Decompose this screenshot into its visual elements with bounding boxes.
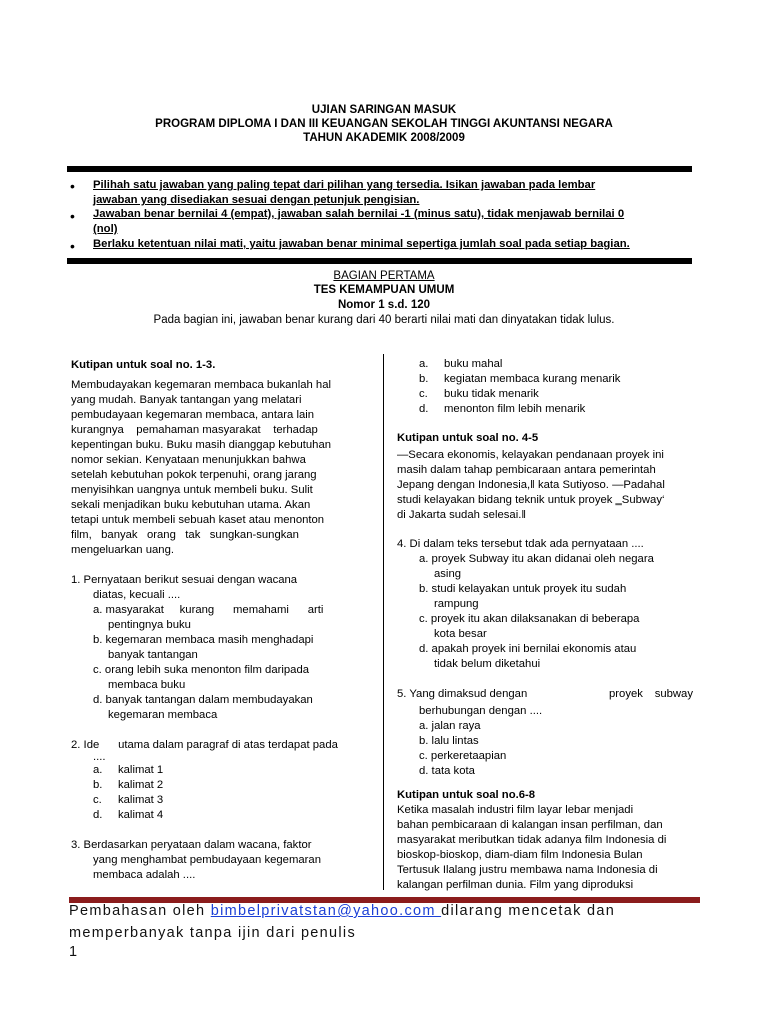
question-3-stem-cont: membaca adalah .... — [93, 869, 196, 881]
option-text: buku mahal — [444, 358, 503, 370]
question-5 — [397, 687, 693, 779]
passage-line: kurangnya pemahaman masyarakat terhadap — [71, 424, 318, 436]
instruction-2-line2: (nol) — [93, 223, 118, 235]
bullet-icon: • — [70, 208, 75, 224]
top-rule — [67, 166, 692, 172]
column-divider — [383, 354, 384, 890]
footer-line-2: memperbanyak tanpa ijin dari penulis — [69, 925, 356, 941]
instruction-2-line1: Jawaban benar bernilai 4 (empat), jawaban salah bernilai -1 (minus satu), tidak menjawab bernilai 0 — [93, 208, 625, 220]
option-text: menonton film lebih menarik — [444, 403, 586, 415]
question-5-stem-part: proyek — [609, 688, 643, 700]
option-c-cont: membaca buku — [108, 679, 186, 691]
passage-line: kalangan perfilman dunia. Film yang diproduksi — [397, 879, 634, 891]
question-3 — [71, 838, 336, 883]
option-key: a. — [419, 358, 429, 370]
option-d: d. apakah proyek ini bernilai ekonomis atau — [419, 643, 637, 655]
option-key: d. — [419, 403, 429, 415]
program-title: PROGRAM DIPLOMA I DAN III KEUANGAN SEKOLAH TINGGI AKUNTANSI NEGARA — [155, 118, 613, 130]
passage-line: Membudayakan kegemaran membaca bukanlah hal — [71, 379, 331, 391]
question-3-stem-cont: yang menghambat pembudayaan kegemaran — [93, 854, 321, 866]
passage-line: nomor sekian. Kenyataan menunjukkan bahwa — [71, 454, 306, 466]
instruction-3 — [93, 237, 693, 252]
instruction-3-line1: Berlaku ketentuan nilai mati, yaitu jawaban benar minimal sepertiga jumlah soal pada setiap bagian. — [93, 238, 630, 250]
question-4 — [397, 537, 693, 672]
question-5-stem-part: subway — [654, 688, 693, 700]
passage-line: yang mudah. Banyak tantangan yang melatari — [71, 394, 302, 406]
passage-line: Tertusuk Ilalang justru membawa nama Indonesia di — [397, 864, 658, 876]
passage-line: masih dalam tahap pembicaraan antara pemerintah — [397, 464, 656, 476]
option-key: d. — [93, 809, 103, 821]
option-b: b. kegemaran membaca masih menghadapi — [93, 634, 314, 646]
exam-title: UJIAN SARINGAN MASUK — [311, 104, 457, 116]
option-a: a. proyek Subway itu akan didanai oleh negara — [419, 553, 654, 565]
question-3-options — [397, 357, 693, 417]
passage-line: setelah kebutuhan pokok terpenuhi, orang jarang — [71, 469, 317, 481]
section-part: BAGIAN PERTAMA — [333, 270, 435, 282]
option-c: c. perkeretaapian — [419, 750, 507, 762]
option-text: kalimat 1 — [118, 764, 164, 776]
option-c-cont: kota besar — [434, 628, 487, 640]
section-note: Pada bagian ini, jawaban benar kurang dari 40 berarti nilai mati dan dinyatakan tidak lulus. — [153, 314, 615, 326]
option-a-cont: pentingnya buku — [108, 619, 191, 631]
instruction-2 — [93, 207, 693, 237]
option-a — [71, 763, 336, 778]
option-c — [397, 387, 693, 402]
question-3-stem: 3. Berdasarkan peryataan dalam wacana, faktor — [71, 839, 312, 851]
passage-line: Jepang dengan Indonesia,‖ kata Sutiyoso. ―Padahal — [397, 479, 665, 491]
passage-line: tetapi untuk membeli sebuah kaset atau menonton — [71, 514, 325, 526]
section-title: TES KEMAMPUAN UMUM — [313, 284, 455, 296]
option-a-cont: asing — [434, 568, 462, 580]
passage-line: bioskop-bioskop, diam-diam film Indonesia Bulan — [397, 849, 643, 861]
option-d-cont: tidak belum diketahui — [434, 658, 541, 670]
option-c: c. proyek itu akan dilaksanakan di beberapa — [419, 613, 640, 625]
section-range: Nomor 1 s.d. 120 — [337, 299, 431, 311]
question-1-stem-cont: diatas, kecuali .... — [93, 589, 181, 601]
option-b-cont: rampung — [434, 598, 479, 610]
option-d: d. tata kota — [419, 765, 475, 777]
option-b — [397, 372, 693, 387]
question-2 — [71, 738, 336, 823]
option-b: b. lalu lintas — [419, 735, 479, 747]
option-c — [71, 793, 336, 808]
passage-line: Ketika masalah industri film layar lebar menjadi — [397, 804, 634, 816]
question-2-stem-cont: .... — [93, 751, 106, 763]
question-1-stem: 1. Pernyataan berikut sesuai dengan wacana — [71, 574, 298, 586]
quote-title-6-8: Kutipan untuk soal no.6-8 — [397, 789, 536, 801]
footer-line-1 — [69, 903, 615, 919]
question-5-stem-cont: berhubungan dengan .... — [419, 705, 543, 717]
passage-line: ―Secara ekonomis, kelayakan pendanaan proyek ini — [397, 449, 664, 461]
instruction-1 — [93, 178, 693, 208]
passage-line: film, banyak orang tak sungkan-sungkan — [71, 529, 299, 541]
passage-line: bahan pembicaraan di kalangan insan perfilman, dan — [397, 819, 663, 831]
bullet-icon: • — [70, 178, 75, 194]
passage-line: kepentingan buku. Buku masih dianggap kebutuhan — [71, 439, 332, 451]
passage-1 — [71, 378, 336, 558]
option-text: kalimat 3 — [118, 794, 164, 806]
instruction-1-line1: Pilihah satu jawaban yang paling tepat dari pilihan yang tersedia. Isikan jawaban pada lembar — [93, 179, 596, 191]
question-5-stem — [397, 687, 693, 702]
bullet-icon: • — [70, 238, 75, 254]
bottom-rule — [67, 258, 692, 264]
instruction-1-line2: jawaban yang disediakan sesuai dengan petunjuk pengisian. — [93, 194, 420, 206]
passage-line: di Jakarta sudah selesai.‖ — [397, 509, 527, 521]
left-column — [71, 358, 336, 883]
option-c: c. orang lebih suka menonton film daripada — [93, 664, 310, 676]
option-key: b. — [93, 779, 103, 791]
option-key: a. — [93, 764, 103, 776]
passage-line: sekali menjadikan buku kebutuhan utama. Akan — [71, 499, 311, 511]
right-column — [397, 357, 693, 893]
passage-line: pembudayaan kegemaran membaca, antara lain — [71, 409, 315, 421]
passage-2 — [397, 448, 693, 523]
option-text: buku tidak menarik — [444, 388, 539, 400]
question-2-stem: 2. Ide utama dalam paragraf di atas terdapat pada — [71, 739, 338, 751]
passage-line: studi kelayakan bidang teknik untuk proyek ‗Subway‘ — [397, 494, 665, 506]
option-key: c. — [419, 388, 428, 400]
email-link[interactable]: bimbelprivatstan@yahoo.com — [210, 903, 442, 919]
option-a — [397, 357, 693, 372]
option-text: kalimat 4 — [118, 809, 164, 821]
option-b: b. studi kelayakan untuk proyek itu sudah — [419, 583, 627, 595]
question-1 — [71, 573, 336, 723]
option-key: c. — [93, 794, 102, 806]
option-b — [71, 778, 336, 793]
quote-title-1-3: Kutipan untuk soal no. 1-3. — [71, 359, 216, 371]
question-4-stem: 4. Di dalam teks tersebut tdak ada pernyataan .... — [397, 538, 644, 550]
question-5-stem-part: 5. Yang dimaksud dengan — [397, 688, 528, 700]
option-d-cont: kegemaran membaca — [108, 709, 218, 721]
option-d — [71, 808, 336, 823]
option-text: kalimat 2 — [118, 779, 164, 791]
option-a: a. jalan raya — [419, 720, 481, 732]
option-b-cont: banyak tantangan — [108, 649, 198, 661]
quote-title-4-5: Kutipan untuk soal no. 4-5 — [397, 432, 539, 444]
footer-prefix: Pembahasan oleh — [69, 903, 211, 919]
passage-3 — [397, 803, 693, 893]
academic-year: TAHUN AKADEMIK 2008/2009 — [303, 132, 465, 144]
option-a: a. masyarakat kurang memahami arti — [93, 604, 324, 616]
passage-line: masyarakat meributkan tidak adanya film Indonesia di — [397, 834, 667, 846]
option-d: d. banyak tantangan dalam membudayakan — [93, 694, 313, 706]
page-number: 1 — [69, 944, 79, 960]
option-key: b. — [419, 373, 429, 385]
passage-line: mengeluarkan uang. — [71, 544, 175, 556]
passage-line: menyisihkan uangnya untuk membeli buku. Sulit — [71, 484, 313, 496]
option-d — [397, 402, 693, 417]
option-text: kegiatan membaca kurang menarik — [444, 373, 621, 385]
footer-suffix: dilarang mencetak dan — [441, 903, 616, 919]
